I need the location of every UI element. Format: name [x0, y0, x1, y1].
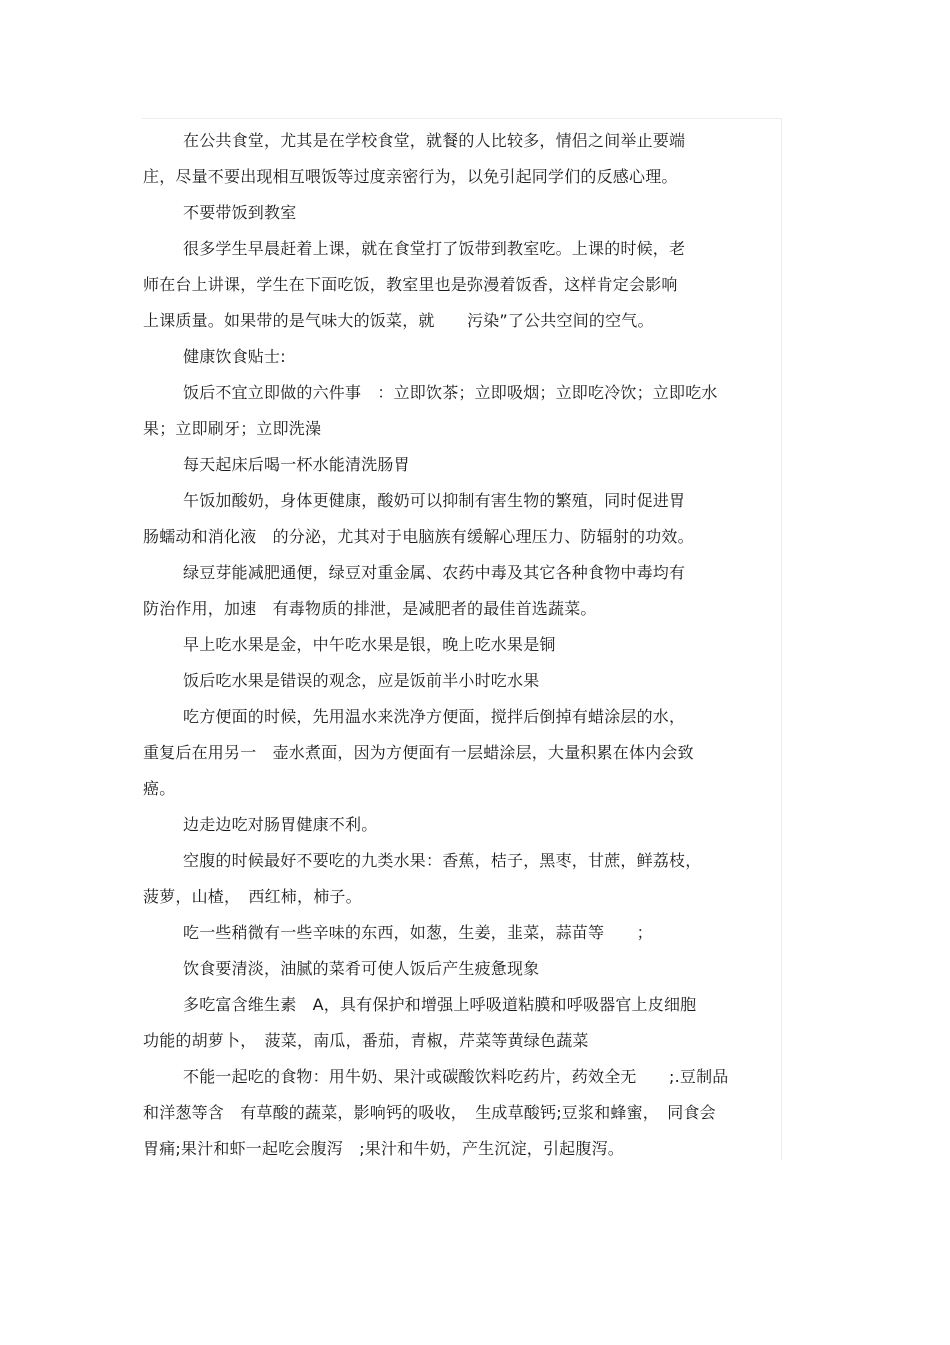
text-line: 早上吃水果是金，中午吃水果是银，晚上吃水果是铜	[183, 635, 556, 654]
text-line: 胃痛;果汁和虾一起吃会腹泻 ;果汁和牛奶，产生沉淀，引起腹泻。	[143, 1139, 624, 1158]
text-line: 午饭加酸奶，身体更健康，酸奶可以抑制有害生物的繁殖，同时促进胃	[183, 491, 686, 510]
text-line: 防治作用，加速 有毒物质的排泄，是减肥者的最佳首选蔬菜。	[143, 599, 597, 618]
text-line: 和洋葱等含 有草酸的蔬菜，影响钙的吸收， 生成草酸钙;豆浆和蜂蜜， 同食会	[143, 1103, 716, 1122]
text-line: 功能的胡萝卜， 菠菜，南瓜，番茄，青椒，芹菜等黄绿色蔬菜	[143, 1031, 589, 1050]
text-line: 不能一起吃的食物：用牛奶、果汁或碳酸饮料吃药片，药效全无 ;.豆制品	[183, 1067, 729, 1086]
document-body	[143, 123, 783, 1167]
text-line: 绿豆芽能减肥通便，绿豆对重金属、农药中毒及其它各种食物中毒均有	[183, 563, 686, 582]
text-line: 果；立即刷牙；立即洗澡	[143, 419, 322, 438]
text-line: 空腹的时候最好不要吃的九类水果：香蕉，桔子，黑枣，甘蔗，鲜荔枝，	[183, 851, 702, 870]
text-line: 饮食要清淡，油腻的菜肴可使人饭后产生疲惫现象	[183, 959, 540, 978]
text-line: 吃一些稍微有一些辛味的东西，如葱，生姜，韭菜，蒜苗等 ；	[183, 923, 653, 942]
text-line: 饭后不宜立即做的六件事 ：立即饮茶；立即吸烟；立即吃冷饮；立即吃水	[183, 383, 718, 402]
text-line: 多吃富含维生素 A，具有保护和增强上呼吸道粘膜和呼吸器官上皮细胞	[183, 995, 697, 1014]
text-line: 不要带饭到教室	[183, 203, 297, 222]
text-line: 上课质量。如果带的是气味大的饭菜，就 污染”了公共空间的空气。	[143, 311, 654, 330]
text-line: 吃方便面的时候，先用温水来洗净方便面，搅拌后倒掉有蜡涂层的水，	[183, 707, 686, 726]
text-line: 饭后吃水果是错误的观念，应是饭前半小时吃水果	[183, 671, 540, 690]
text-line: 癌。	[143, 779, 176, 798]
text-line: 肠蠕动和消化液 的分泌，尤其对于电脑族有缓解心理压力、防辐射的功效。	[143, 527, 694, 546]
text-line: 很多学生早晨赶着上课，就在食堂打了饭带到教室吃。上课的时候，老	[183, 239, 686, 258]
text-line: 边走边吃对肠胃健康不利。	[183, 815, 378, 834]
text-line: 庄，尽量不要出现相互喂饭等过度亲密行为，以免引起同学们的反感心理。	[143, 167, 678, 186]
text-line: 每天起床后喝一杯水能清洗肠胃	[183, 455, 410, 474]
text-line: 菠萝，山楂， 西红柿，柿子。	[143, 887, 362, 906]
text-line: 师在台上讲课，学生在下面吃饭，教室里也是弥漫着饭香，这样肯定会影响	[143, 275, 678, 294]
text-line: 健康饮食贴士:	[183, 347, 286, 366]
text-line: 在公共食堂，尤其是在学校食堂，就餐的人比较多，情侣之间举止要端	[183, 131, 686, 150]
text-line: 重复后在用另一 壶水煮面，因为方便面有一层蜡涂层，大量积累在体内会致	[143, 743, 694, 762]
